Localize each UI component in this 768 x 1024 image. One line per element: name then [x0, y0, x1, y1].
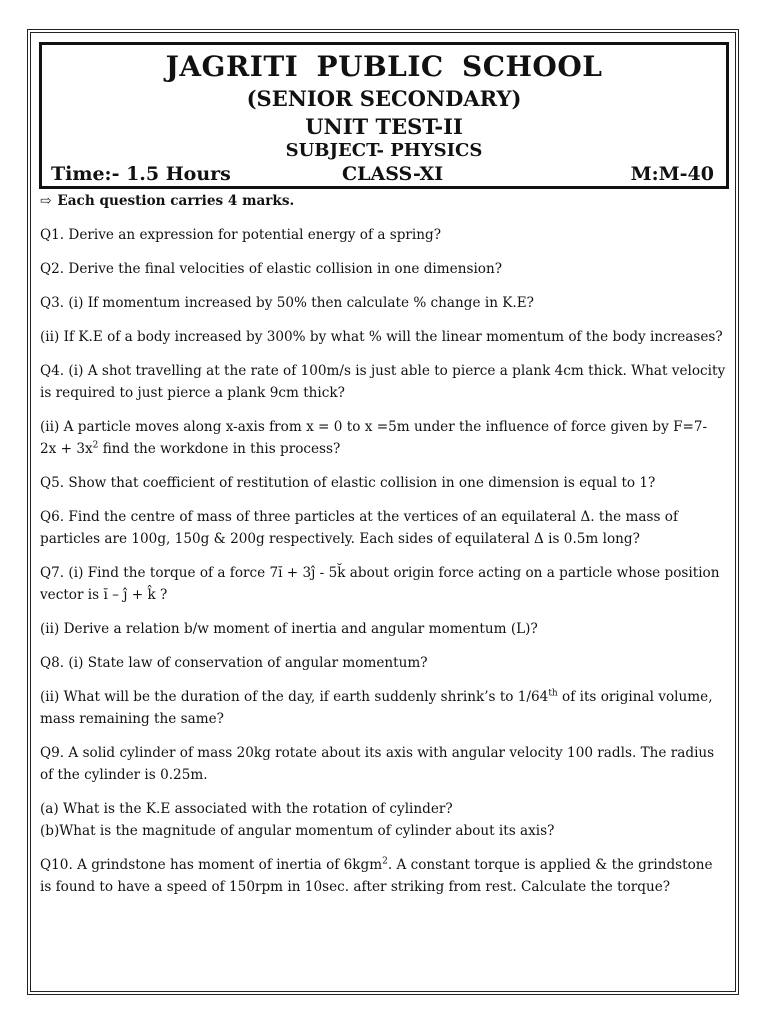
question-6	[40, 506, 730, 550]
question-9-line-2: of the cylinder is 0.25m.	[40, 767, 208, 783]
question-list	[40, 190, 730, 910]
question-7-part-1-line-2: vector is ĭ – ĵ + k̂ ?	[40, 587, 168, 603]
question-2: Q2. Derive the final velocities of elastic collision in one dimension?	[40, 261, 503, 277]
exam-meta-row	[42, 163, 726, 187]
question-9	[40, 742, 730, 786]
school-name: JAGRITI PUBLIC SCHOOL	[165, 50, 603, 83]
question-7-part-1	[40, 562, 730, 606]
subject-title: SUBJECT- PHYSICS	[285, 140, 483, 161]
header-box	[39, 42, 729, 189]
question-4-part-1-line-1: Q4. (i) A shot travelling at the rate of 100m/s is just able to pierce a plank 4cm thick. What velocity	[40, 363, 726, 379]
superscript-2: 2	[382, 856, 388, 867]
superscript-2: 2	[92, 440, 99, 451]
max-marks: M:M-40	[630, 163, 714, 185]
question-4-part-2-expr: 2x + 3x	[40, 441, 93, 457]
question-8-part-1: Q8. (i) State law of conservation of angular momentum?	[40, 655, 428, 671]
question-7-part-2: (ii) Derive a relation b/w moment of inertia and angular momentum (L)?	[40, 621, 538, 637]
question-4-part-1-line-2: is required to just pierce a plank 9cm thick?	[40, 385, 345, 401]
question-8-part-2-line-2: mass remaining the same?	[40, 711, 224, 727]
question-4-part-2-line-1: (ii) A particle moves along x-axis from x = 0 to x =5m under the influence of force given by F=7-	[40, 419, 708, 435]
question-4-part-2	[40, 416, 730, 460]
marks-note-text: Each question carries 4 marks.	[57, 193, 295, 209]
question-4-part-1	[40, 360, 730, 404]
question-8-part-2	[40, 686, 730, 730]
question-6-line-2: particles are 100g, 150g & 200g respectively. Each sides of equilateral Δ is 0.5m long?	[40, 531, 640, 547]
question-10-text: Q10. A grindstone has moment of inertia of 6kgm	[40, 857, 383, 873]
exam-class: CLASS-XI	[342, 163, 444, 185]
question-8-part-2-tail: of its original volume,	[557, 689, 713, 705]
marks-note	[40, 190, 730, 212]
question-7-part-1-line-1: Q7. (i) Find the torque of a force 7ĭ + 3ĵ - 5k̆ about origin force acting on a particle whose position	[40, 565, 720, 581]
question-10-tail: . A constant torque is applied & the grindstone	[387, 857, 713, 873]
arrow-icon: ⇨	[40, 193, 52, 209]
question-3-part-2: (ii) If K.E of a body increased by 300% by what % will the linear momentum of the body increases?	[40, 329, 723, 345]
question-9-line-1: Q9. A solid cylinder of mass 20kg rotate about its axis with angular velocity 100 radls. The radius	[40, 745, 715, 761]
superscript-th: th	[548, 688, 558, 699]
question-4-part-2-line-2	[40, 438, 730, 460]
question-3-part-1: Q3. (i) If momentum increased by 50% then calculate % change in K.E?	[40, 295, 534, 311]
exam-title: UNIT TEST-II	[305, 114, 463, 139]
question-4-part-2-tail: find the workdone in this process?	[98, 441, 341, 457]
question-8-part-2-line-1	[40, 686, 730, 708]
question-5: Q5. Show that coefficient of restitution of elastic collision in one dimension is equal to 1?	[40, 475, 656, 491]
question-10-line-1	[40, 854, 730, 876]
question-6-line-1: Q6. Find the centre of mass of three particles at the vertices of an equilateral Δ. the mass of	[40, 509, 678, 525]
question-8-part-2-text: (ii) What will be the duration of the day, if earth suddenly shrink’s to 1/64	[40, 689, 549, 705]
question-9-part-a: (a) What is the K.E associated with the rotation of cylinder?	[40, 801, 453, 817]
exam-time: Time:- 1.5 Hours	[51, 163, 231, 185]
question-9-part-b: (b)What is the magnitude of angular momentum of cylinder about its axis?	[40, 823, 555, 839]
question-10-line-2: is found to have a speed of 150rpm in 10sec. after striking from rest. Calculate the torque?	[40, 879, 671, 895]
school-level: (SENIOR SECONDARY)	[246, 86, 522, 111]
question-10	[40, 854, 730, 898]
question-1: Q1. Derive an expression for potential energy of a spring?	[40, 227, 442, 243]
